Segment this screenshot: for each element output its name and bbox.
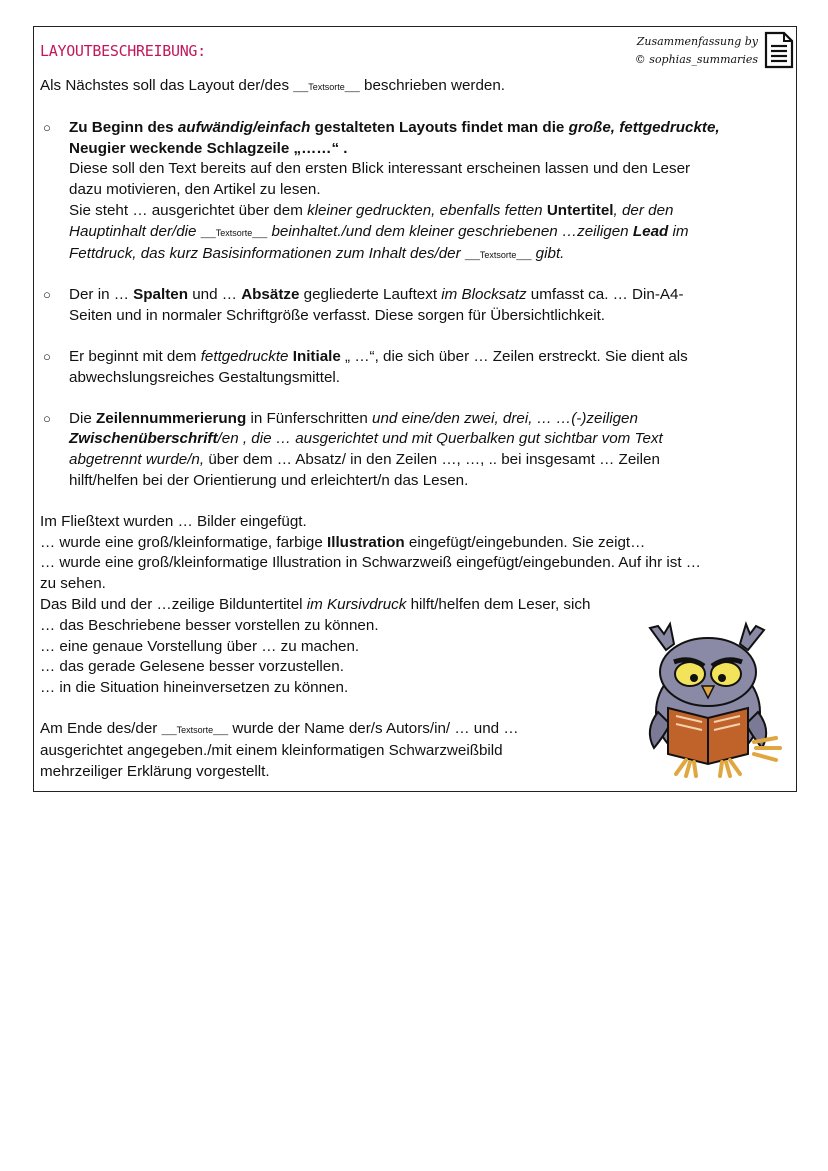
page-title: LAYOUTBESCHREIBUNG:	[40, 42, 206, 60]
list-item-headline: ○ Zu Beginn des aufwändig/einfach gestalteten Layouts findet man die große, fettgedruckte, Neugier weckende Schlagzeile „……“ . Diese soll den Text bereits auf den ersten Blick interessant erscheinen lassen und den Leser dazu motivieren, den Artikel zu lesen. Sie steht … ausgerichtet über dem kleiner gedruckten, ebenfalls fetten Untertitel, der den Hauptinhalt der/die ___Textsorte___ beinhaltet./und dem kleiner geschriebenen …zeiligen Lead im Fettdruck, das kurz Basisinformationen zum Inhalt des/der ___Textsorte___ gibt.	[43, 118, 720, 262]
bullet-icon: ○	[43, 348, 51, 364]
intro-line: Als Nächstes soll das Layout der/des ___Textsorte___ beschrieben werden.	[40, 77, 506, 94]
credit-text	[635, 33, 758, 69]
document-icon	[764, 31, 794, 69]
images-paragraph: Im Fließtext wurden … Bilder eingefügt. … wurde eine groß/kleinformatige, farbige Illustration eingefügt/eingebunden. Sie zeigt… … wurde eine groß/kleinformatige Illustration in Schwarzweiß eingefügt/eingebunden. Auf ihr ist … zu sehen. Das Bild und der …zeilige Bilduntertitel im Kursivdruck hilft/helfen dem Leser, sich … das Beschriebene besser vorstellen zu können. … eine genaue Vorstellung über … zu machen. … das gerade Gelesene besser vorzustellen. … in die Situation hineinversetzen zu können.	[40, 512, 701, 697]
list-item-initial: ○ Er beginnt mit dem fettgedruckte Initiale „ …“, die sich über … Zeilen erstreckt. Sie dient als abwechslungsreiches Gestaltungsmittel.	[43, 347, 688, 386]
ending-paragraph: Am Ende des/der ___Textsorte___ wurde der Name der/s Autors/in/ … und … ausgerichtet angegeben./mit einem kleinformatigen Schwarzweißbild mehrzeiliger Erklärung vorgestellt.	[40, 719, 519, 780]
list-item-line-numbers: ○ Die Zeilennummerierung in Fünferschritten und eine/den zwei, drei, … …(-)zeiligen Zwischenüberschrift/en , die … ausgerichtet und mit Querbalken gut sichtbar vom Text abgetrennt wurde/n, über dem … Absatz/ in den Zeilen …, …, .. bei insgesamt … Zeilen hilft/helfen bei der Orientierung und erleichtert/n das Lesen.	[43, 409, 663, 489]
credit-line-1: Zusammenfassung by	[636, 35, 758, 48]
credit-line-2: © sophias_summaries	[634, 53, 758, 66]
bullet-icon: ○	[43, 119, 51, 135]
list-item-columns: ○ Der in … Spalten und … Absätze gegliederte Lauftext im Blocksatz umfasst ca. … Din-A4- Seiten und in normaler Schriftgröße verfasst. Diese sorgen für Übersichtlichkeit.	[43, 286, 684, 325]
bullet-icon: ○	[43, 287, 51, 303]
owl-reading-illustration	[636, 620, 786, 778]
bullet-icon: ○	[43, 410, 51, 426]
